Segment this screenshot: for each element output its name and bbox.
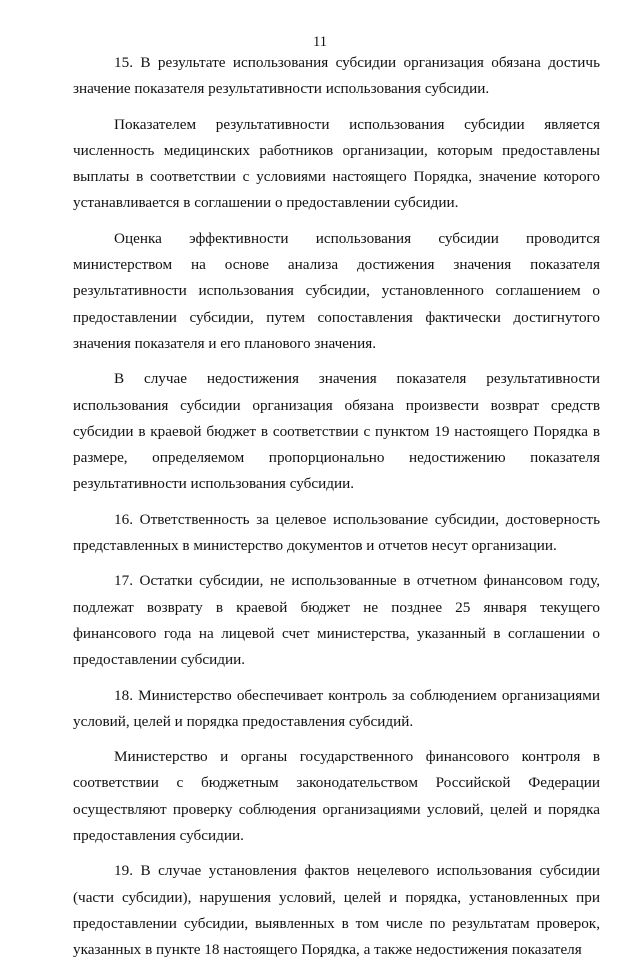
page-number: 11: [313, 34, 327, 50]
paragraph-efficiency-assessment: Оценка эффективности использования субсидии проводится министерством на основе анализа достижения значения показателя результативности использования субсидии, установленного соглашением о предоставлении субсидии, путем сопоставления фактически достигнутого значения показателя и его планового значения.: [73, 229, 600, 352]
paragraph-17-remainders: 17. Остатки субсидии, не использованные в отчетном финансовом году, подлежат возврату в краевой бюджет не позднее 25 января текущего финансового года на лицевой счет министерства, указанный в соглашении о предоставлении субсидии.: [73, 572, 600, 669]
paragraph-16-responsibility: 16. Ответственность за целевое использование субсидии, достоверность представленных в министерство документов и отчетов несут организации.: [73, 510, 600, 555]
document-body: [73, 50, 600, 964]
paragraph-audit: Министерство и органы государственного финансового контроля в соответствии с бюджетным законодательством Российской Федерации осуществляют проверку соблюдения организациями условий, целей и порядка предоставления субсидии.: [73, 748, 600, 845]
paragraph-19-violations: 19. В случае установления фактов нецелевого использования субсидии (части субсидии), нарушения условий, целей и порядка, установленных при предоставлении субсидии, выявленных в том числе по результатам проверок, указанных в пункте 18 настоящего Порядка, а также недостижения показателя: [73, 862, 600, 959]
paragraph-15-goal: 15. В результате использования субсидии организация обязана достичь значение показателя результативности использования субсидии.: [73, 54, 600, 98]
paragraph-refund-case: В случае недостижения значения показателя результативности использования субсидии организация обязана произвести возврат средств субсидии в краевой бюджет в соответствии с пунктом 19 настоящего Порядка в размере, определяемом пропорционально недостижению показателя результативности использования субсидии.: [73, 370, 600, 493]
paragraph-indicator: Показателем результативности использования субсидии является численность медицинских работников организации, которым предоставлены выплаты в соответствии с условиями настоящего Порядка, значение которого устанавливается в соглашении о предоставлении субсидии.: [73, 115, 600, 212]
paragraph-18-control: 18. Министерство обеспечивает контроль за соблюдением организациями условий, целей и порядка предоставления субсидий.: [73, 686, 600, 730]
